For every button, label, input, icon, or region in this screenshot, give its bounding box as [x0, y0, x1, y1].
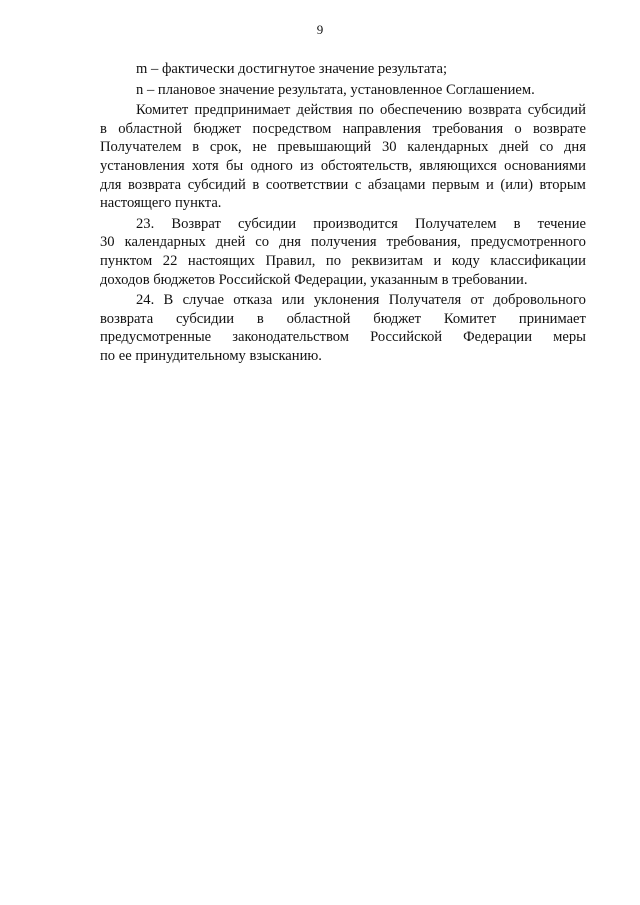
word: о [514, 120, 522, 137]
word: вторым [539, 176, 586, 193]
word: (или) [500, 176, 533, 193]
word: Получателем [100, 139, 182, 156]
word: одного [250, 157, 293, 174]
text-line: доходов бюджетов Российской Федерации, указанным в требовании. [100, 271, 528, 288]
word: настоящих [187, 252, 255, 269]
word: возврате [532, 120, 586, 137]
word: реквизитам [351, 252, 423, 269]
text-line [100, 291, 586, 310]
word: действия [296, 102, 353, 119]
word: субсидии [237, 215, 297, 232]
paragraph-m-definition [100, 60, 586, 79]
document-body [100, 60, 586, 368]
word: производится [313, 215, 398, 232]
word: добровольного [493, 292, 586, 309]
text-line [100, 120, 586, 139]
paragraph-item-24 [100, 291, 586, 365]
word: в [513, 215, 521, 232]
word: со [255, 234, 270, 251]
word: получения [310, 234, 377, 251]
word: субсидий [187, 176, 246, 193]
word: Получателем [414, 215, 497, 232]
word: в [192, 139, 200, 156]
text-line [100, 157, 586, 176]
word: субсидии [175, 310, 235, 327]
word: течение [537, 215, 586, 232]
word: 22 [162, 252, 178, 269]
word: в [256, 310, 264, 327]
word: дня [563, 139, 586, 156]
word: классификации [490, 252, 586, 269]
paragraph-item-23 [100, 215, 586, 289]
word: в [100, 120, 107, 137]
word: Российской [370, 329, 443, 346]
paragraph-committee-actions [100, 101, 586, 213]
item-number: 24. [136, 292, 155, 309]
text-line [100, 310, 586, 329]
text-line [100, 101, 586, 120]
word: бы [225, 157, 244, 174]
word: случае [182, 292, 224, 309]
word: дней [215, 234, 246, 251]
word: обеспечению [380, 102, 463, 119]
word: по [325, 252, 342, 269]
word: календарных [124, 234, 206, 251]
text-line [100, 328, 586, 347]
word: и [486, 176, 494, 193]
word: или [281, 292, 305, 309]
word: уклонения [313, 292, 380, 309]
word: возврата [468, 102, 522, 119]
word: не [252, 139, 267, 156]
word: областной [118, 120, 183, 137]
text-line: настоящего пункта. [100, 195, 222, 212]
word: Комитет [136, 102, 189, 119]
word: из [300, 157, 314, 174]
word: возврата [100, 310, 154, 327]
word: Комитет [443, 310, 497, 327]
item-number: 23. [136, 215, 155, 232]
word: соответствии [265, 176, 349, 193]
word: отказа [233, 292, 273, 309]
word: бюджет [373, 310, 422, 327]
word: Получателя [388, 292, 462, 309]
word: хотя [191, 157, 219, 174]
word: предусмотренного [470, 234, 586, 251]
text-line [100, 176, 586, 195]
word: предусмотренные [100, 329, 212, 346]
page-number: 9 [316, 22, 324, 37]
word: бюджет [193, 120, 242, 137]
word: меры [553, 329, 586, 346]
word: возврата [127, 176, 182, 193]
word: посредством [252, 120, 332, 137]
word: для [100, 176, 122, 193]
word: областной [286, 310, 351, 327]
word: принимает [518, 310, 586, 327]
paragraph-n-definition [100, 81, 586, 100]
word: основаниями [504, 157, 586, 174]
word: пунктом [100, 252, 153, 269]
word: от [470, 292, 484, 309]
word: Возврат [171, 215, 221, 232]
text-line: по ее принудительному взысканию. [100, 347, 322, 364]
word: требования [432, 120, 504, 137]
word: установления [100, 157, 185, 174]
word: Правил, [265, 252, 316, 269]
word: коду [451, 252, 480, 269]
word: с [354, 176, 362, 193]
word: календарных [407, 139, 489, 156]
text-line: n – плановое значение результата, установленное Соглашением. [136, 81, 535, 98]
word: дней [499, 139, 529, 156]
word: срок, [209, 139, 242, 156]
word: обстоятельств, [320, 157, 413, 174]
text-line [100, 252, 586, 271]
word: в [252, 176, 260, 193]
word: дня [279, 234, 301, 251]
word: направления [342, 120, 422, 137]
text-line [100, 233, 586, 252]
word: со [539, 139, 554, 156]
word: 30 [100, 234, 115, 251]
word: законодательством [232, 329, 350, 346]
word: требования, [386, 234, 461, 251]
word: предпринимает [194, 102, 291, 119]
word: по [358, 102, 374, 119]
word: являющихся [419, 157, 497, 174]
word: абзацами [367, 176, 426, 193]
text-line [100, 215, 586, 234]
word: превышающий [277, 139, 372, 156]
word: В [163, 292, 174, 309]
word: субсидий [527, 102, 586, 119]
word: 30 [381, 139, 397, 156]
text-line: m – фактически достигнутое значение результата; [136, 61, 448, 77]
word: первым [431, 176, 480, 193]
word: Федерации [463, 329, 533, 346]
word: и [433, 252, 442, 269]
text-line [100, 138, 586, 157]
